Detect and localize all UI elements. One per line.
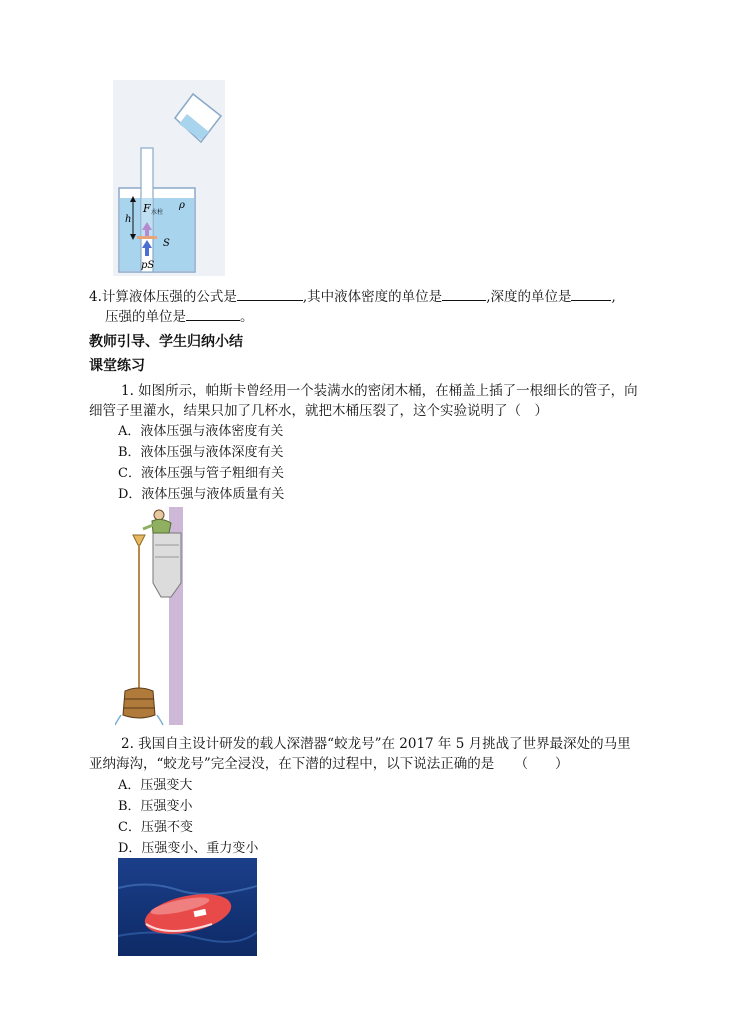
wooden-barrel-icon (115, 688, 163, 725)
q4-line1 (89, 286, 616, 307)
question2-line1: 2. 我国自主设计研发的载人深潜器“蛟龙号”在 2017 年 5 月挑战了世界最深处的马里 (121, 736, 631, 752)
pascal-barrel-figure (115, 505, 185, 727)
question1-option-c: C．液体压强与管子粗细有关 (118, 466, 284, 481)
summary-heading: 教师引导、学生归纳小结 (89, 334, 243, 350)
question2-option-c: C．压强不变 (118, 820, 193, 835)
question1-option-d: D．液体压强与液体质量有关 (118, 487, 285, 502)
question1-line2: 细管子里灌水，结果只加了几杯水，就把木桶压裂了，这个实验说明了（ ） (89, 403, 548, 419)
question2-option-d: D．压强变小、重力变小 (118, 841, 259, 856)
area-label: S (163, 238, 170, 249)
funnel-icon (133, 535, 145, 545)
force-sub-label: 水柱 (151, 209, 164, 216)
force-label: F (143, 202, 151, 215)
question1-option-a: A．液体压强与液体密度有关 (118, 424, 284, 439)
question1-line1: 1. 如图所示，帕斯卡曾经用一个装满水的密闭木桶，在桶盖上插了一根细长的管子，向 (121, 383, 638, 399)
q4-mid2: ,深度的单位是 (486, 289, 572, 305)
q4-line2 (105, 306, 254, 327)
person-icon (143, 510, 171, 533)
q4-mid3: , (611, 289, 616, 305)
liquid-pressure-figure (113, 80, 225, 276)
question1-option-b: B．液体压强与液体深度有关 (118, 445, 284, 460)
q4-prefix: 4.计算液体压强的公式是 (89, 289, 237, 305)
q4-line2-end: 。 (240, 309, 254, 325)
question2-option-b: B．压强变小 (118, 799, 193, 814)
height-label: h (125, 214, 132, 225)
q4-mid1: ,其中液体密度的单位是 (302, 289, 443, 305)
practice-heading: 课堂练习 (89, 358, 145, 374)
pressure-force-label: pS (141, 260, 155, 271)
q4-line2-prefix: 压强的单位是 (105, 309, 186, 325)
q4-blank-formula (237, 286, 303, 301)
submersible-photo (118, 858, 257, 956)
q4-blank-pressure-unit (186, 306, 240, 321)
question2-line2: 亚纳海沟，“蛟龙号”完全浸没，在下潜的过程中，以下说法正确的是 （ ） (89, 756, 569, 772)
rho-label: ρ (179, 200, 185, 211)
balcony-icon (153, 533, 181, 597)
question2-option-a: A．压强变大 (118, 778, 193, 793)
q4-blank-density-unit (442, 286, 486, 301)
q4-blank-depth-unit (571, 286, 611, 301)
